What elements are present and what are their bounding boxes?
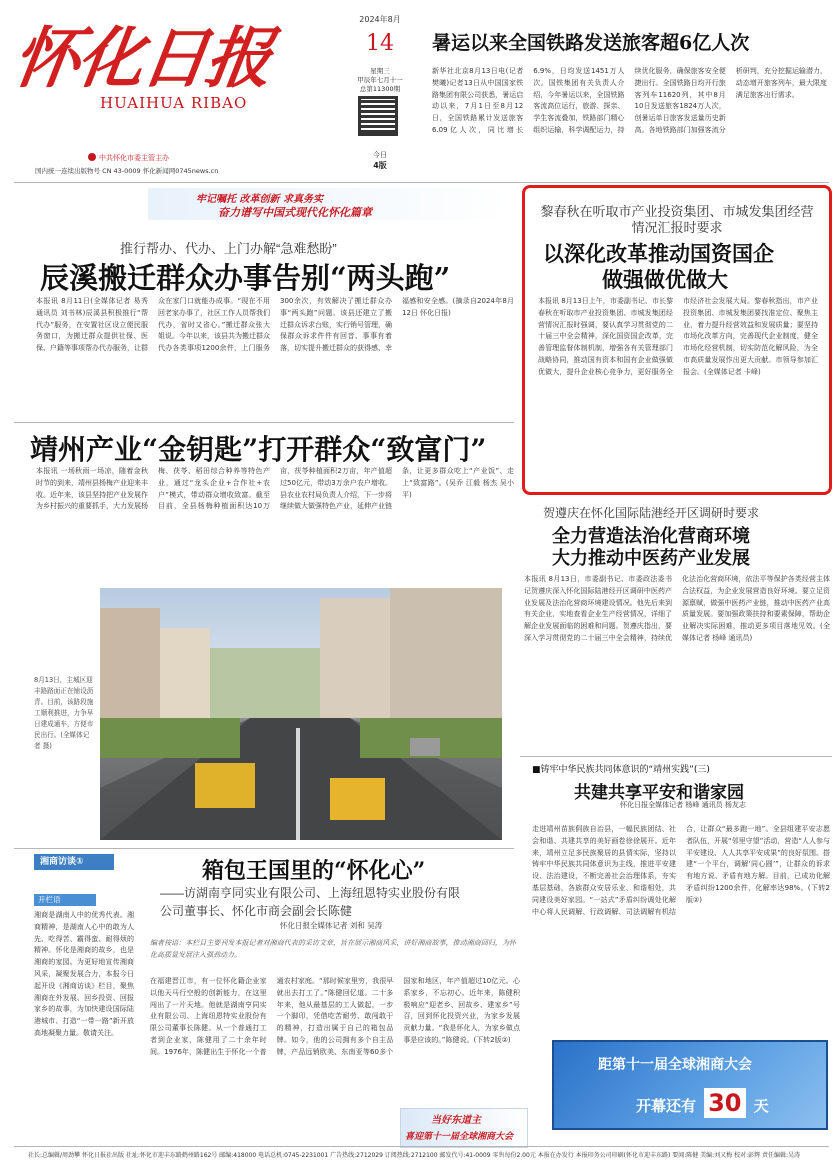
story-bottom-subtitle-1: ——访湖南亨同实业有限公司、上海纽恩特实业股份有限 bbox=[160, 886, 461, 900]
publisher-line: 中共怀化市委主管主办 bbox=[88, 153, 169, 163]
section-title: 湘商访谈① bbox=[40, 857, 84, 867]
section-tag bbox=[34, 854, 114, 870]
countdown-title: 距第十一届全球湘商大会 bbox=[598, 1057, 752, 1073]
issue-number: 总第11300期 bbox=[359, 85, 401, 93]
story-bottom-byline: 怀化日报全媒体记者 刘和 吴涛 bbox=[280, 921, 383, 930]
story-right1-headline-1: 以深化改革推动国资国企 bbox=[543, 241, 774, 266]
date-day: 14 bbox=[366, 31, 394, 56]
story-right1-kicker: 黎春秋在听取市产业投资集团、市城发集团经营情况汇报时要求 bbox=[540, 204, 814, 235]
story-right2-headline-2: 大力推动中医药产业发展 bbox=[552, 548, 750, 569]
story-right1-text: 本报讯 8月13日上午，市委副书记、市长黎春秋在听取市产业投资集团、市城发集团经营情况汇报时强调，要认真学习贯彻党的二十届三中全会精神，深化国资国企改革，完善管理监督体制机制，增强各有关管理部门战略协同，推动国有资本和国有企业做强做优做大，提升企业核心竞争力，更好服务全市经济社会发展大局。黎春秋指出，市产业投资集团、市城发集团要找准定位、聚焦主业，着力提升经营效益和发展质量；要坚持市场化改革方向，完善现代企业制度，健全市场化经营机制，切实防范化解风险，为全市高质量发展作出更大贡献。市领导参加汇报会。(全媒体记者 卡峰) bbox=[538, 297, 818, 376]
lunar-date: 甲辰年七月十一 bbox=[357, 76, 403, 84]
photo-caption: 8月13日，主城区迎丰路路面正在铺设沥青。目前，该路段施工顺利推进，力争早日建成通车，方便市民出行。(全媒体记者 摄) bbox=[34, 676, 94, 750]
top-story-headline: 暑运以来全国铁路发送旅客超6亿人次 bbox=[432, 32, 750, 54]
cn-number-line: 国内统一连续出版物号 CN 43-0009 怀化新闻网0745news.cn bbox=[35, 167, 219, 175]
road-paving-photo bbox=[100, 588, 502, 840]
story-bottom-intro: 编者按语：本栏目主要刊发本报记者对湘商代表的采访文章，旨在展示湘商风采，讲好湘商故事，推动湘商回归，为怀化高质量发展注入强劲动力。 bbox=[150, 939, 516, 959]
imprint-footer: 社长:总编辑/周劲攀 怀化日报社出版 社址:怀化市迎丰东路鹤州路162号 邮编:418000 电话总机:0745-2231001 广告热线:2712029 订阅热线:2712100 邮发代号:41-0009 零售每份2.00元 本报在办发行 本报印务公司印刷(怀化市迎丰东路) 要闻:陈健 美编:刘又梅 校对:彭辉 责任编辑:吴涛 bbox=[28, 1152, 801, 1159]
story-right1-headline-2: 做强做优做大 bbox=[602, 267, 728, 292]
small-ad[interactable] bbox=[400, 1108, 528, 1148]
banner-line2: 奋力谱写中国式现代化怀化篇章 bbox=[218, 206, 372, 219]
banner-line1: 牢记嘱托 改革创新 求真务实 bbox=[196, 194, 323, 205]
story-right2-text: 本报讯 8月13日，市委副书记、市委政法委书记贺遵庆深入怀化国际陆港经开区调研中医药产业发展及法治化营商环境建设情况。他先后来到有关企业，实地查看企业生产经营情况，详细了解企业发展面临的困难和问题。贺遵庆指出，要深入学习贯彻党的二十届三中全会精神，持续优化法治化营商环境，依法平等保护各类经营主体合法权益，为企业发展营造良好环境。要立足资源禀赋，做强中医药产业链，推动中医药产业高质量发展。要加强政策扶持和要素保障，帮助企业解决实际困难，推动更多项目落地见效。(全媒体记者 杨峰 通讯员) bbox=[524, 575, 830, 642]
top-story-text: 新华社北京8月13日电(记者 樊曦)记者13日从中国国家铁路集团有限公司获悉，暑运启动以来，7月1日至8月12日，全国铁路累计发送旅客6.09亿人次，同比增长6.9%，日均发送1451万人次。国铁集团有关负责人介绍，今年暑运以来，全国铁路客流高位运行，旅游、探亲、学生客流叠加，铁路部门精心组织运输，科学调配运力，持续优化服务，确保旅客安全便捷出行。全国铁路日均开行旅客列车11620列，其中8月10日发送旅客1824万人次，创暑运单日旅客发送量历史新高。各地铁路部门加强客流分析研判，充分挖掘运输潜力，动态增开旅客列车，最大限度满足旅客出行需求。 bbox=[432, 67, 827, 134]
sidebar-heading: 开栏语 bbox=[34, 894, 96, 906]
countdown-unit: 天 bbox=[753, 1097, 769, 1115]
qr-code-icon[interactable] bbox=[358, 96, 398, 136]
newspaper-logo: 怀化日报 bbox=[8, 19, 276, 97]
countdown-days: 30 bbox=[704, 1088, 745, 1118]
date-year-month: 2024年8月 bbox=[359, 15, 401, 24]
story-left1-headline: 辰溪搬迁群众办事告别“两头跑” bbox=[40, 261, 451, 295]
countdown-prefix: 开幕还有 bbox=[636, 1097, 697, 1115]
story-left2-headline: 靖州产业“金钥匙”打开群众“致富门” bbox=[30, 433, 487, 466]
small-ad-bottom: 喜迎第十一届全球湘商大会 bbox=[405, 1132, 514, 1142]
story-left2-text: 本报讯 一场秋雨一场凉，随着金秋时节的到来，靖州县杨梅产业迎来丰收。近年来，该县坚持把产业发展作为乡村振兴的重要抓手，大力发展杨梅、茯苓、稻田综合种养等特色产业，通过“龙头企业+合作社+农户”模式，带动群众增收致富。截至目前，全县杨梅种植面积达10万亩，茯苓种植面积2万亩，年产值超过50亿元，带动3万余户农户增收。县农业农村局负责人介绍，下一步将继续做大做强特色产业，延伸产业链条，让更多群众吃上“产业饭”、走上“致富路”。(吴乔 江毅 杨杰 吴小平) bbox=[36, 467, 514, 511]
story-right3-kicker: ■铸牢中华民族共同体意识的“靖州实践”(三) bbox=[532, 765, 710, 775]
story-bottom-text: 在福建晋江市，有一位怀化籍企业家以他天马行空般的创新能力，在这里闯出了一片天地。他就是湖南亨同实业有限公司、上海纽恩特实业股份有限公司董事长陈健。从一个普通打工者到企业家，陈健用了二十余年时间。1976年，陈健出生于怀化一个普通农村家庭。“那时候家里穷，我很早就出去打工了。”陈健回忆道。二十多年来，他从最基层的工人做起，一步一个脚印，凭借吃苦耐劳、敢闯敢干的精神，打造出属于自己的箱包品牌。如今，他的公司拥有多个自主品牌，产品远销欧美、东南亚等60多个国家和地区，年产值超过10亿元。心系家乡，不忘初心。近年来，陈健积极响应“迎老乡、回故乡、建家乡”号召，回到怀化投资兴业，为家乡发展贡献力量。“我是怀化人，为家乡做点事是应该的。”陈健说。(下转2版②) bbox=[150, 977, 520, 1056]
story-bottom-headline: 箱包王国里的“怀化心” bbox=[202, 858, 426, 884]
story-left1-kicker: 推行帮办、代办、上门办解“急难愁盼” bbox=[120, 241, 337, 256]
slogan-banner bbox=[148, 188, 508, 220]
small-ad-top: 当好东道主 bbox=[431, 1115, 481, 1126]
date-block bbox=[340, 14, 420, 93]
sidebar-text: 湘商是湖南人中的优秀代表。湘商精神，是湖南人心中的敢为人先、吃得苦、霸得蛮、耐得烦的精神。怀化是湘商的故乡，也是湘商的家园。为更好地宣传湘商风采，凝聚发展合力，本报今日起开设《湘商访谈》栏目，聚焦湘商在外发展、回乡投资、回报家乡的故事，为加快建设国际陆港城市、打造“一带一路”新开放高地凝聚力量。敬请关注。 bbox=[34, 911, 134, 1037]
story-right3-text: 走进靖州苗族侗族自治县，一幅民族团结、社会和谐、共建共享的美好画卷徐徐展开。近年来，靖州立足多民族聚居的县情实际，坚持以铸牢中华民族共同体意识为主线，推进平安建设、法治建设，不断完善社会治理体系，夯实基层基础，各族群众安居乐业、和谐相处，共同建设美好家园。“一站式”矛盾纠纷调处化解中心将人民调解、行政调解、司法调解有机结合，让群众“最多跑一地”。全县组建平安志愿者队伍，开展“邻里守望”活动，营造“人人参与平安建设、人人共享平安成果”的良好氛围。搭建“一个平台，调解‘同心圆’”，让群众的诉求有地方说、矛盾有地方解。目前，已成功化解矛盾纠纷1200余件，化解率达98%。(下转2版②) bbox=[532, 825, 830, 916]
story-right3-byline: 怀化日报全媒体记者 杨峰 通讯员 杨友志 bbox=[620, 801, 746, 809]
road-scene-svg bbox=[100, 588, 502, 840]
weekday: 星期三 bbox=[370, 67, 390, 75]
today-pages: 今日 4版 bbox=[373, 151, 387, 170]
story-right2-kicker: 贺遵庆在怀化国际陆港经开区调研时要求 bbox=[543, 506, 760, 520]
countdown-line bbox=[636, 1088, 769, 1118]
story-right2-headline-1: 全力营造法治化营商环境 bbox=[552, 526, 750, 547]
countdown-ad[interactable] bbox=[552, 1040, 828, 1130]
story-left1-text: 本报讯 8月11日(全媒体记者 易秀 通讯员 刘书林)辰溪县积极推行“帮代办”服务，在安置社区设立便民服务窗口，为搬迁群众提供社保、医保、户籍等事项帮办代办服务，让群众在家门口就能办成事。“现在不用回老家办事了，社区工作人员帮我们代办，省时又省心。”搬迁群众张大姐说。今年以来，该县共为搬迁群众代办各类事项1200余件，上门服务300余次，有效解决了搬迁群众办事“两头跑”问题。该县还建立了搬迁群众诉求台账，实行销号管理，确保群众诉求件件有回音、事事有着落，切实提升搬迁群众的获得感、幸福感和安全感。(摘录自2024年8月12日 怀化日报) bbox=[36, 297, 514, 353]
logo-pinyin: HUAIHUA RIBAO bbox=[100, 94, 248, 112]
masthead bbox=[8, 18, 334, 128]
story-bottom-subtitle-2: 公司董事长、怀化市商会副会长陈健 bbox=[160, 904, 353, 918]
party-emblem-icon bbox=[88, 153, 96, 161]
story-right3-headline: 共建共享平安和谐家园 bbox=[574, 783, 744, 803]
